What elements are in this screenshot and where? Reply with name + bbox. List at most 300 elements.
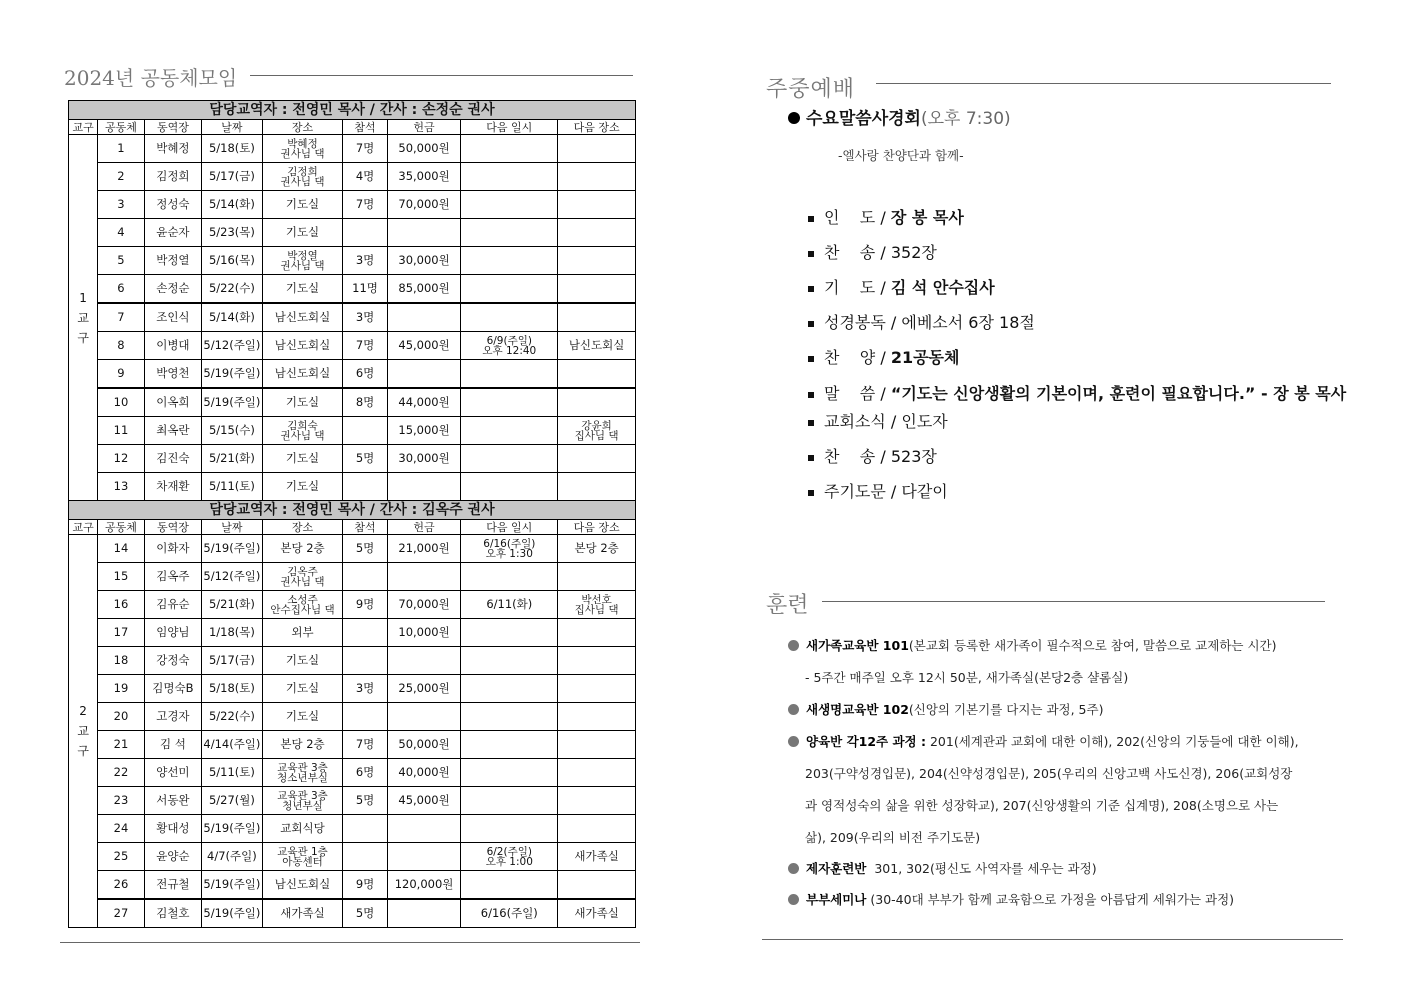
table-cell xyxy=(461,360,558,389)
table-cell: 5/17(금) xyxy=(202,647,263,675)
table-cell: 6/11(화) xyxy=(461,591,558,619)
table-cell xyxy=(558,303,636,332)
gyogu-label xyxy=(69,135,98,501)
table-cell: 5/16(목) xyxy=(202,247,263,275)
table-row xyxy=(69,619,636,647)
order-item xyxy=(808,345,959,368)
table-cell xyxy=(461,843,558,871)
order-item xyxy=(808,409,948,432)
table-cell: 11 xyxy=(98,417,144,445)
table-cell xyxy=(558,703,636,731)
table-cell: 8명 xyxy=(343,388,387,417)
table-cell: 5/19(주일) xyxy=(202,871,263,900)
cell-line: 청년부실 xyxy=(282,799,323,812)
table-cell: 26 xyxy=(98,871,144,900)
column-header: 장소 xyxy=(262,120,343,135)
training-name: 새가족교육반 101 xyxy=(806,638,909,653)
table-cell xyxy=(461,417,558,445)
table-row xyxy=(69,191,636,219)
table-cell: 4/14(주일) xyxy=(202,731,263,759)
table-cell: 5명 xyxy=(343,445,387,473)
table-cell: 50,000원 xyxy=(387,731,461,759)
column-header: 공동체 xyxy=(98,120,144,135)
table-cell: 서동완 xyxy=(144,787,202,815)
training-name: 새생명교육반 102 xyxy=(806,702,909,717)
cell-line: 집사님 댁 xyxy=(574,429,619,442)
table-row xyxy=(69,899,636,928)
cell-line: 박정열 xyxy=(287,249,318,262)
table-cell xyxy=(343,843,387,871)
cell-line: 박혜정 xyxy=(287,137,318,150)
table-cell: 김철호 xyxy=(144,899,202,928)
table-row xyxy=(69,563,636,591)
table-cell: 12 xyxy=(98,445,144,473)
circle-bullet-icon xyxy=(788,112,800,124)
table-row xyxy=(69,332,636,360)
table-cell xyxy=(387,219,461,247)
table-cell: 5/11(토) xyxy=(202,759,263,787)
training-item xyxy=(788,732,1299,750)
table-cell xyxy=(461,445,558,473)
table-cell: 5명 xyxy=(343,899,387,928)
training-desc: (본교회 등록한 새가족이 필수적으로 참여, 말씀으로 교제하는 시간) xyxy=(908,638,1277,653)
training-item xyxy=(805,764,1292,782)
table-cell: 3 xyxy=(98,191,144,219)
table-cell: 남신도회실 xyxy=(262,871,343,900)
table-cell xyxy=(343,647,387,675)
table-cell: 5/18(토) xyxy=(202,675,263,703)
table-cell: 기도실 xyxy=(262,647,343,675)
table-cell: 전규철 xyxy=(144,871,202,900)
table-cell xyxy=(387,815,461,843)
table-cell: 19 xyxy=(98,675,144,703)
table-cell: 5/22(수) xyxy=(202,703,263,731)
gyogu-char: 1 xyxy=(79,290,87,305)
table-cell: 25 xyxy=(98,843,144,871)
cell-line: 박선호 xyxy=(581,593,612,606)
left-bottom-rule xyxy=(60,942,640,943)
table-cell xyxy=(558,388,636,417)
table-cell xyxy=(461,473,558,501)
table-row xyxy=(69,787,636,815)
cell-line: 교육관 3층 xyxy=(277,761,328,774)
table-cell: 5명 xyxy=(343,787,387,815)
table-cell: 10,000원 xyxy=(387,619,461,647)
column-header: 날짜 xyxy=(202,520,263,535)
meeting-time: (오후 7:30) xyxy=(920,109,1011,129)
order-separator: / xyxy=(875,384,891,403)
square-bullet-icon xyxy=(808,420,814,426)
table-cell xyxy=(558,163,636,191)
gyogu-char: 구 xyxy=(77,330,89,345)
training-desc: 301, 302(평신도 사역자를 세우는 과정) xyxy=(866,861,1097,876)
table-cell xyxy=(461,787,558,815)
table-cell: 50,000원 xyxy=(387,135,461,163)
order-label: 찬 송 xyxy=(824,447,876,466)
order-label: 인 도 xyxy=(824,208,876,227)
table-row xyxy=(69,303,636,332)
square-bullet-icon xyxy=(808,216,814,222)
table-cell xyxy=(387,703,461,731)
table-cell: 4 xyxy=(98,219,144,247)
meeting-name: 수요말씀사경회 xyxy=(806,109,921,129)
cell-line: 청소년부실 xyxy=(277,771,328,784)
order-separator: / xyxy=(875,278,891,297)
table-cell: 21 xyxy=(98,731,144,759)
table-cell: 14 xyxy=(98,535,144,563)
table-cell xyxy=(461,871,558,900)
training-item xyxy=(805,828,980,846)
table-row xyxy=(69,647,636,675)
table-cell: 6 xyxy=(98,275,144,304)
order-label: 주기도문 xyxy=(824,482,886,501)
table-row xyxy=(69,163,636,191)
table-cell: 5/18(토) xyxy=(202,135,263,163)
gyogu-char: 교 xyxy=(77,724,89,738)
table-cell xyxy=(343,815,387,843)
order-item xyxy=(808,275,995,298)
table-row xyxy=(69,388,636,417)
table-cell: 김정희 xyxy=(144,163,202,191)
training-desc: (30-40대 부부가 함께 교육함으로 가정을 아름답게 세워가는 과정) xyxy=(866,892,1235,907)
table-cell xyxy=(262,163,343,191)
table-cell: 21,000원 xyxy=(387,535,461,563)
table-cell: 5/14(화) xyxy=(202,303,263,332)
table-cell xyxy=(262,417,343,445)
group-leader: 담당교역자 : 전영민 목사 / 간사 : 손정순 권사 xyxy=(69,101,636,120)
table-cell: 3명 xyxy=(343,675,387,703)
cell-line: 오후 1:00 xyxy=(485,855,533,868)
table-cell: 남신도회실 xyxy=(262,360,343,389)
table-cell: 11명 xyxy=(343,275,387,304)
order-label: 찬 양 xyxy=(824,348,876,367)
table-cell: 황대성 xyxy=(144,815,202,843)
table-cell: 4명 xyxy=(343,163,387,191)
table-cell: 기도실 xyxy=(262,191,343,219)
table-cell xyxy=(262,843,343,871)
table-cell: 조인식 xyxy=(144,303,202,332)
table-cell xyxy=(387,899,461,928)
table-cell: 5/21(화) xyxy=(202,445,263,473)
cell-line: 강윤희 xyxy=(581,419,612,432)
table-cell: 이병대 xyxy=(144,332,202,360)
table-cell: 박영천 xyxy=(144,360,202,389)
order-value: 에베소서 6장 18절 xyxy=(901,313,1035,332)
table-row xyxy=(69,417,636,445)
table-cell: 9명 xyxy=(343,591,387,619)
cell-line: 오후 1:30 xyxy=(485,547,533,560)
table-cell: 85,000원 xyxy=(387,275,461,304)
right-bottom-rule xyxy=(762,939,1343,940)
table-row xyxy=(69,759,636,787)
table-cell: 5/11(토) xyxy=(202,473,263,501)
training-desc: 과 영적성숙의 삶을 위한 성장학교), 207(신앙생활의 기준 십계명), 208(소명으로 사는 xyxy=(805,798,1279,813)
table-cell: 1 xyxy=(98,135,144,163)
table-cell xyxy=(461,191,558,219)
table-cell: 손정순 xyxy=(144,275,202,304)
table-cell xyxy=(558,417,636,445)
table-cell: 9명 xyxy=(343,871,387,900)
column-header-row xyxy=(69,520,636,535)
cell-line: 김옥주 xyxy=(287,565,318,578)
table-cell xyxy=(558,647,636,675)
worship-rule xyxy=(876,83,1331,84)
table-cell xyxy=(558,247,636,275)
table-cell xyxy=(558,445,636,473)
table-cell xyxy=(343,417,387,445)
table-cell: 정성숙 xyxy=(144,191,202,219)
table-cell: 70,000원 xyxy=(387,191,461,219)
table-cell: 30,000원 xyxy=(387,445,461,473)
cell-line: 소성주 xyxy=(287,593,318,606)
square-bullet-icon xyxy=(808,392,814,398)
table-cell xyxy=(558,191,636,219)
table-cell: 6/16(주일) xyxy=(461,899,558,928)
order-item xyxy=(808,444,937,467)
table-cell xyxy=(262,563,343,591)
table-cell: 5/14(화) xyxy=(202,191,263,219)
table-row xyxy=(69,275,636,304)
order-separator: / xyxy=(885,313,902,332)
table-cell xyxy=(387,647,461,675)
group-leader-row xyxy=(69,101,636,120)
table-cell: 5/19(주일) xyxy=(202,360,263,389)
column-header: 공동체 xyxy=(98,520,144,535)
table-cell: 5/19(주일) xyxy=(202,388,263,417)
table-cell: 5/22(수) xyxy=(202,275,263,304)
table-cell xyxy=(558,675,636,703)
column-header: 다음 일시 xyxy=(461,520,558,535)
table-cell: 24 xyxy=(98,815,144,843)
table-cell: 5/21(화) xyxy=(202,591,263,619)
order-value: 523장 xyxy=(890,447,937,466)
table-cell: 5/19(주일) xyxy=(202,815,263,843)
table-cell: 박혜정 xyxy=(144,135,202,163)
square-bullet-icon xyxy=(808,286,814,292)
table-cell xyxy=(461,135,558,163)
training-item xyxy=(788,700,1103,718)
table-cell: 6명 xyxy=(343,759,387,787)
table-cell: 2 xyxy=(98,163,144,191)
table-cell xyxy=(461,303,558,332)
table-cell xyxy=(461,247,558,275)
meeting-subtitle: -엘사랑 찬양단과 함께- xyxy=(838,148,964,163)
table-cell xyxy=(558,619,636,647)
order-label: 기 도 xyxy=(824,278,876,297)
table-cell: 15 xyxy=(98,563,144,591)
table-cell: 임양님 xyxy=(144,619,202,647)
order-item xyxy=(808,205,964,228)
table-cell: 15,000원 xyxy=(387,417,461,445)
order-separator: / xyxy=(875,243,891,262)
table-row xyxy=(69,871,636,900)
column-header: 다음 장소 xyxy=(558,520,636,535)
table-cell: 1/18(목) xyxy=(202,619,263,647)
table-cell xyxy=(558,759,636,787)
table-row xyxy=(69,247,636,275)
order-item xyxy=(808,240,937,263)
order-label: 성경봉독 xyxy=(824,313,886,332)
column-header: 날짜 xyxy=(202,120,263,135)
cell-line: 안수집사님 댁 xyxy=(270,603,335,616)
table-cell xyxy=(343,619,387,647)
table-cell xyxy=(558,360,636,389)
cell-line: 교육관 3층 xyxy=(277,789,328,802)
table-cell: 기도실 xyxy=(262,445,343,473)
table-row xyxy=(69,591,636,619)
cell-line: 6/16(주일) xyxy=(483,537,536,550)
table-cell xyxy=(558,815,636,843)
table-cell: 45,000원 xyxy=(387,787,461,815)
table-cell: 차재환 xyxy=(144,473,202,501)
training-item xyxy=(805,668,1128,686)
square-bullet-icon xyxy=(808,455,814,461)
circle-bullet-icon xyxy=(788,736,799,747)
table-cell xyxy=(262,787,343,815)
table-row xyxy=(69,815,636,843)
table-cell xyxy=(558,731,636,759)
table-row xyxy=(69,219,636,247)
table-cell: 3명 xyxy=(343,303,387,332)
order-item xyxy=(808,310,1035,333)
table-cell: 5/19(주일) xyxy=(202,899,263,928)
circle-bullet-icon xyxy=(788,863,799,874)
table-cell: 5/27(월) xyxy=(202,787,263,815)
table-cell xyxy=(262,247,343,275)
order-value: 장 봉 목사 xyxy=(890,208,964,227)
table-cell: 5/23(목) xyxy=(202,219,263,247)
table-cell: 기도실 xyxy=(262,473,343,501)
table-row xyxy=(69,675,636,703)
table-cell xyxy=(343,563,387,591)
order-separator: / xyxy=(875,348,891,367)
table-row xyxy=(69,843,636,871)
training-section-title: 훈련 xyxy=(766,593,809,618)
worship-section-title: 주중예배 xyxy=(766,77,856,102)
title-rule xyxy=(250,75,633,76)
table-cell xyxy=(387,360,461,389)
gyogu-char: 2 xyxy=(79,704,87,718)
table-cell: 윤양순 xyxy=(144,843,202,871)
table-cell: 새가족실 xyxy=(262,899,343,928)
square-bullet-icon xyxy=(808,251,814,257)
table-cell: 기도실 xyxy=(262,703,343,731)
table-cell xyxy=(461,815,558,843)
table-cell xyxy=(558,787,636,815)
table-cell xyxy=(558,871,636,900)
table-cell xyxy=(262,759,343,787)
table-cell: 남신도회실 xyxy=(558,332,636,360)
table-cell: 김옥주 xyxy=(144,563,202,591)
table-cell xyxy=(461,388,558,417)
table-row xyxy=(69,135,636,163)
table-cell: 최옥란 xyxy=(144,417,202,445)
table-cell: 8 xyxy=(98,332,144,360)
roster-section-title: 2024년 공동체모임 xyxy=(64,66,238,90)
cell-line: 집사님 댁 xyxy=(574,603,619,616)
table-cell xyxy=(558,275,636,304)
column-header: 다음 장소 xyxy=(558,120,636,135)
cell-line: 6/9(주일) xyxy=(486,334,532,347)
table-cell: 40,000원 xyxy=(387,759,461,787)
column-header-row xyxy=(69,120,636,135)
table-cell: 남신도회실 xyxy=(262,303,343,332)
table-cell: 5/17(금) xyxy=(202,163,263,191)
cell-line: 권사님 댁 xyxy=(280,175,325,188)
table-cell: 박정열 xyxy=(144,247,202,275)
table-cell xyxy=(461,163,558,191)
table-cell: 17 xyxy=(98,619,144,647)
order-value: 다같이 xyxy=(901,482,948,501)
table-cell: 강정숙 xyxy=(144,647,202,675)
table-cell: 45,000원 xyxy=(387,332,461,360)
order-separator: / xyxy=(885,482,902,501)
table-cell xyxy=(461,219,558,247)
training-name: 양육반 각12주 과정 : xyxy=(806,734,926,749)
table-cell: 5/12(주일) xyxy=(202,563,263,591)
table-cell: 44,000원 xyxy=(387,388,461,417)
column-header: 장소 xyxy=(262,520,343,535)
table-cell: 5/12(주일) xyxy=(202,332,263,360)
table-cell: 70,000원 xyxy=(387,591,461,619)
table-cell: 27 xyxy=(98,899,144,928)
table-cell: 교회식당 xyxy=(262,815,343,843)
cell-line: 권사님 댁 xyxy=(280,575,325,588)
table-cell xyxy=(558,219,636,247)
table-cell: 6명 xyxy=(343,360,387,389)
training-desc: 삶), 209(우리의 비전 주기도문) xyxy=(805,830,981,845)
square-bullet-icon xyxy=(808,490,814,496)
table-cell: 25,000원 xyxy=(387,675,461,703)
table-cell xyxy=(558,591,636,619)
cell-line: 권사님 댁 xyxy=(280,147,325,160)
table-cell: 김 석 xyxy=(144,731,202,759)
training-desc: 203(구약성경입문), 204(신약성경입문), 205(우리의 신앙고백 사도신경), 206(교회성장 xyxy=(805,766,1293,781)
table-cell: 3명 xyxy=(343,247,387,275)
group-leader-row xyxy=(69,501,636,520)
table-cell xyxy=(461,647,558,675)
table-cell: 5명 xyxy=(343,535,387,563)
table-cell xyxy=(461,619,558,647)
column-header: 동역장 xyxy=(144,120,202,135)
table-cell: 7명 xyxy=(343,191,387,219)
column-header: 교구 xyxy=(69,120,98,135)
order-value: 21공동체 xyxy=(890,348,960,367)
order-separator: / xyxy=(875,447,891,466)
table-cell xyxy=(461,731,558,759)
table-cell: 기도실 xyxy=(262,675,343,703)
cell-line: 오후 12:40 xyxy=(482,344,537,357)
table-cell xyxy=(343,703,387,731)
column-header: 교구 xyxy=(69,520,98,535)
order-separator: / xyxy=(875,208,891,227)
table-row xyxy=(69,360,636,389)
cell-line: 교육관 1층 xyxy=(277,845,328,858)
table-cell: 김명숙B xyxy=(144,675,202,703)
table-cell: 120,000원 xyxy=(387,871,461,900)
square-bullet-icon xyxy=(808,321,814,327)
training-desc: 201(세계관과 교회에 대한 이해), 202(신앙의 기둥들에 대한 이해), xyxy=(925,734,1299,749)
cell-line: 김정희 xyxy=(287,165,318,178)
table-cell xyxy=(461,332,558,360)
group-leader: 담당교역자 : 전영민 목사 / 간사 : 김옥주 권사 xyxy=(69,501,636,520)
training-item xyxy=(805,796,1278,814)
table-cell: 기도실 xyxy=(262,219,343,247)
table-cell: 본당 2층 xyxy=(262,731,343,759)
training-item xyxy=(788,890,1234,908)
table-cell: 이옥희 xyxy=(144,388,202,417)
table-cell: 23 xyxy=(98,787,144,815)
